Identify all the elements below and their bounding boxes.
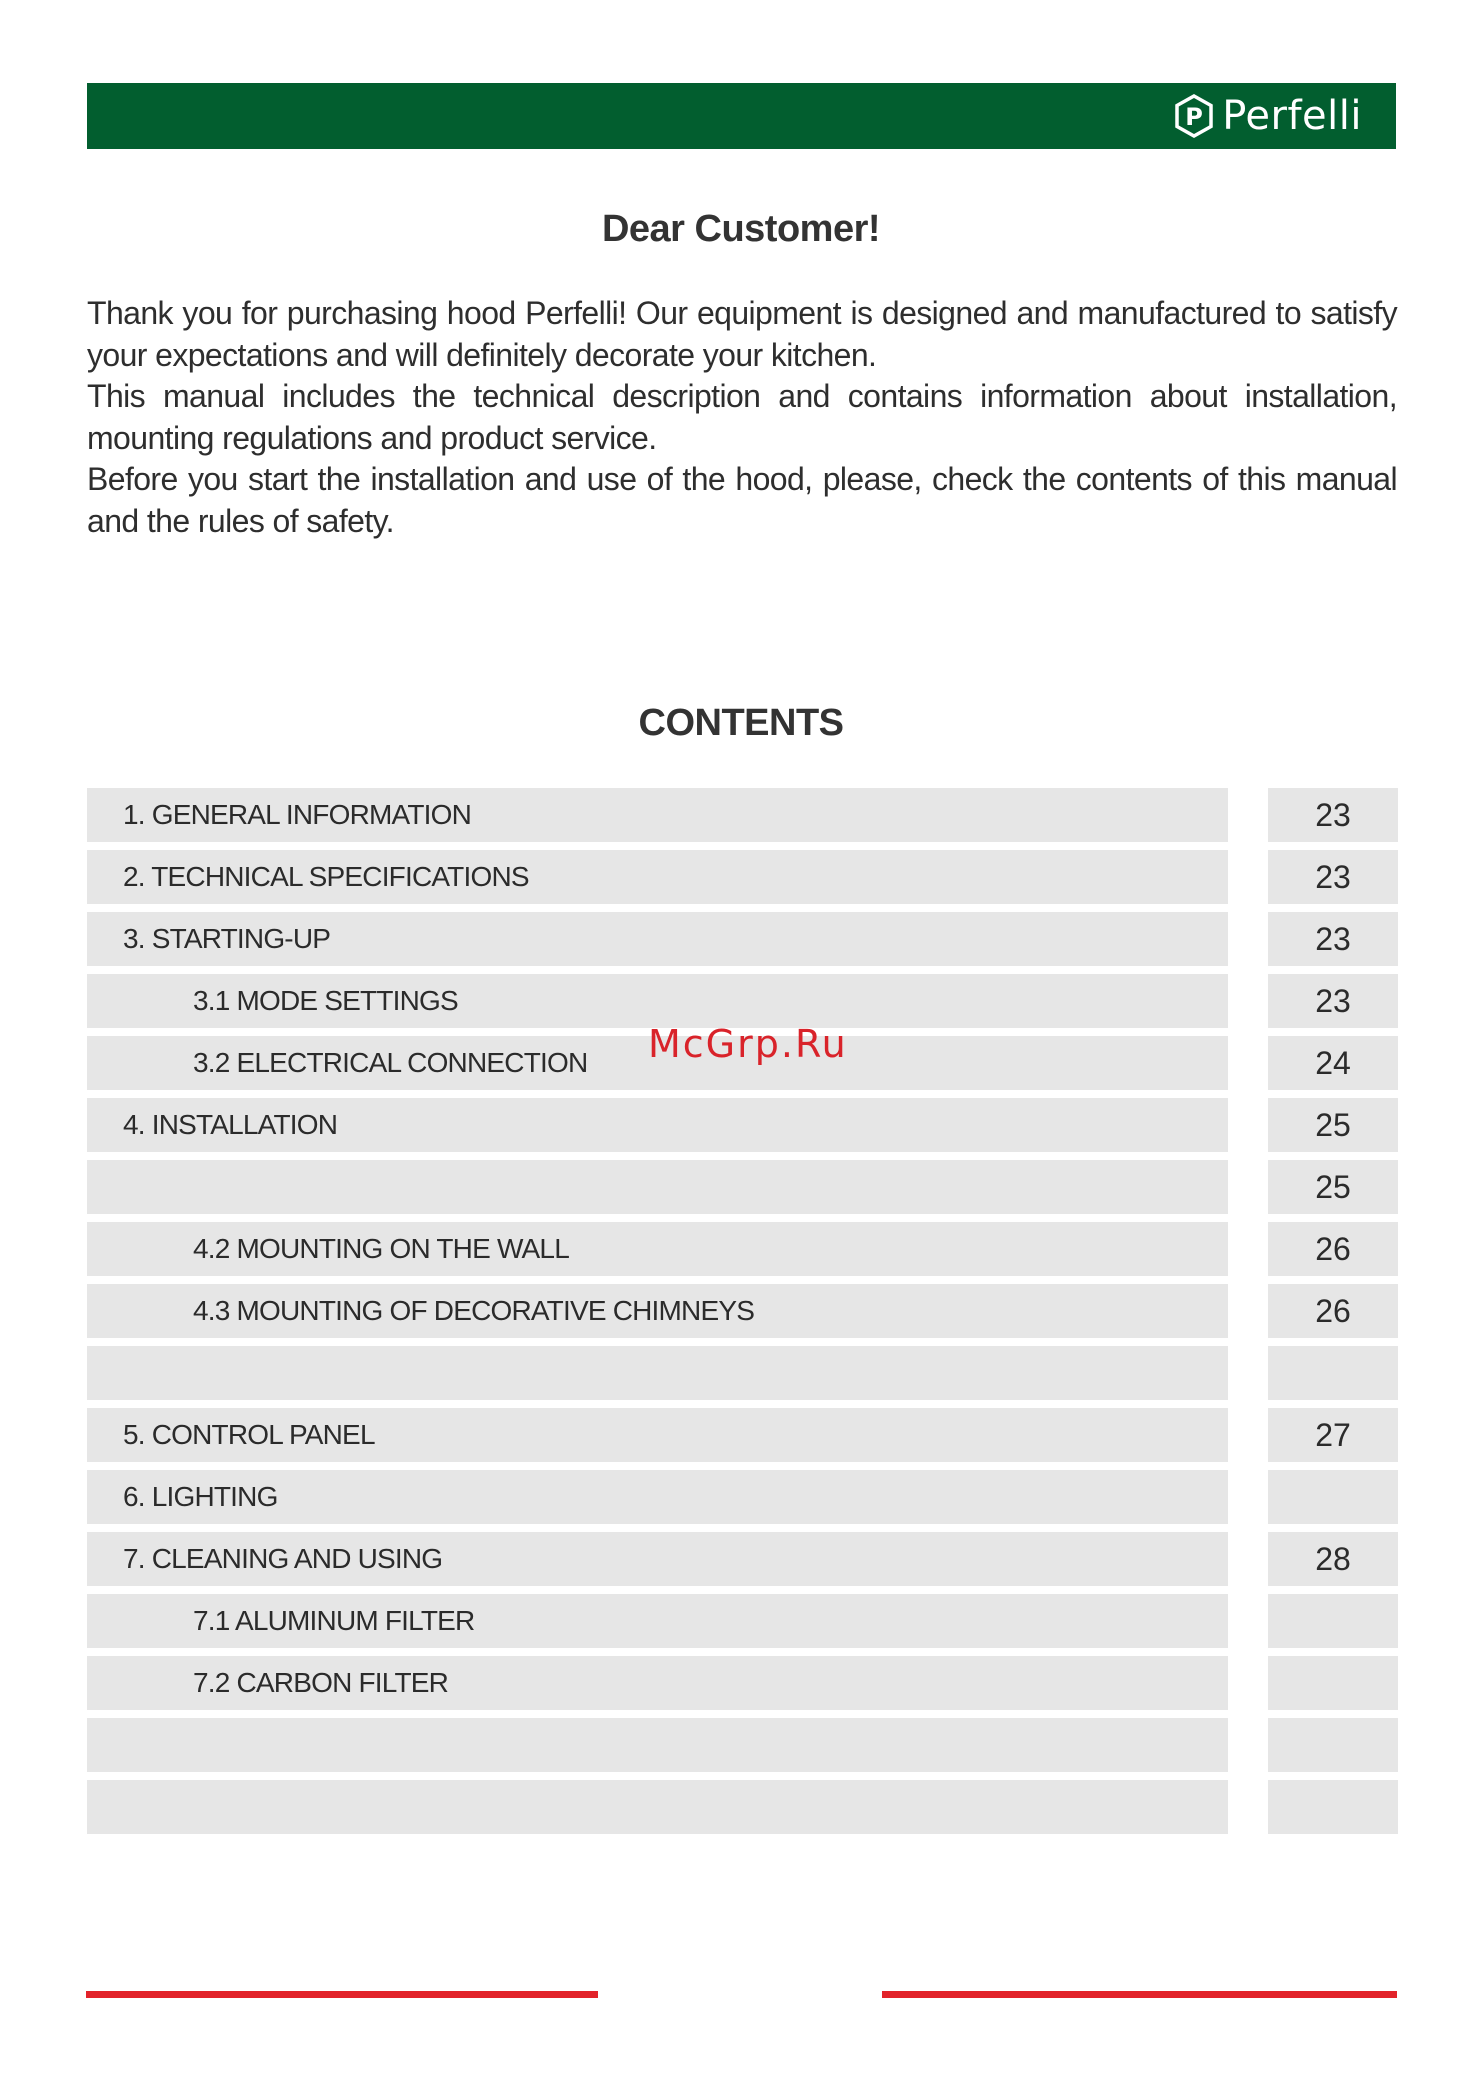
intro-paragraph: Before you start the installation and use of the hood, please, check the contents of this manual and the rules of safety. xyxy=(87,461,1397,539)
toc-page-number[interactable]: 27 xyxy=(1268,1408,1398,1462)
toc-page-number[interactable] xyxy=(1268,1780,1398,1834)
toc-page-number[interactable]: 23 xyxy=(1268,912,1398,966)
toc-entry[interactable]: 4.3 MOUNTING OF DECORATIVE CHIMNEYS xyxy=(87,1284,1228,1338)
toc-row xyxy=(87,1284,1398,1338)
brand-name: Perfelli xyxy=(1222,93,1362,139)
toc-entry[interactable]: 7. CLEANING AND USING xyxy=(87,1532,1228,1586)
toc-entry[interactable]: 7.1 ALUMINUM FILTER xyxy=(87,1594,1228,1648)
toc-row xyxy=(87,974,1398,1028)
toc-page-number[interactable] xyxy=(1268,1718,1398,1772)
toc-page-number[interactable]: 24 xyxy=(1268,1036,1398,1090)
toc-row xyxy=(87,1222,1398,1276)
toc-page-number[interactable] xyxy=(1268,1594,1398,1648)
toc-entry[interactable]: 3. STARTING-UP xyxy=(87,912,1228,966)
toc-page-number[interactable]: 23 xyxy=(1268,850,1398,904)
toc-page-number[interactable] xyxy=(1268,1346,1398,1400)
toc-entry[interactable]: 3.1 MODE SETTINGS xyxy=(87,974,1228,1028)
toc-row xyxy=(87,1470,1398,1524)
intro-paragraph: Thank you for purchasing hood Perfelli! Our equipment is designed and manufactured to satisfy your expectations and will definitely decorate your kitchen. xyxy=(87,295,1397,373)
toc-entry[interactable]: 7.2 CARBON FILTER xyxy=(87,1656,1228,1710)
toc-row xyxy=(87,850,1398,904)
toc-entry[interactable]: 4. INSTALLATION xyxy=(87,1098,1228,1152)
toc-entry[interactable]: 5. CONTROL PANEL xyxy=(87,1408,1228,1462)
toc-page-number[interactable]: 23 xyxy=(1268,788,1398,842)
toc-page-number[interactable]: 26 xyxy=(1268,1222,1398,1276)
toc-page-number[interactable]: 28 xyxy=(1268,1532,1398,1586)
toc-page-number[interactable]: 25 xyxy=(1268,1160,1398,1214)
toc-entry[interactable] xyxy=(87,1718,1228,1772)
logo-letter: P xyxy=(1185,103,1204,131)
table-of-contents xyxy=(87,788,1398,1842)
toc-row xyxy=(87,912,1398,966)
toc-entry[interactable] xyxy=(87,1346,1228,1400)
toc-entry[interactable]: 6. LIGHTING xyxy=(87,1470,1228,1524)
toc-entry[interactable]: 2. TECHNICAL SPECIFICATIONS xyxy=(87,850,1228,904)
toc-page-number[interactable]: 25 xyxy=(1268,1098,1398,1152)
toc-row xyxy=(87,1594,1398,1648)
contents-title: CONTENTS xyxy=(638,702,844,744)
toc-page-number[interactable] xyxy=(1268,1656,1398,1710)
intro-text xyxy=(87,293,1397,542)
footer-line-left xyxy=(86,1991,598,1998)
toc-page-number[interactable] xyxy=(1268,1470,1398,1524)
toc-page-number[interactable]: 26 xyxy=(1268,1284,1398,1338)
perfelli-logo-icon xyxy=(1174,94,1214,138)
toc-row xyxy=(87,1780,1398,1834)
toc-entry[interactable]: 1. GENERAL INFORMATION xyxy=(87,788,1228,842)
greeting-title: Dear Customer! xyxy=(601,208,881,250)
footer-line-right xyxy=(882,1991,1397,1998)
toc-row xyxy=(87,1098,1398,1152)
toc-entry[interactable] xyxy=(87,1780,1228,1834)
toc-entry[interactable]: 4.2 MOUNTING ON THE WALL xyxy=(87,1222,1228,1276)
toc-row xyxy=(87,1718,1398,1772)
toc-page-number[interactable]: 23 xyxy=(1268,974,1398,1028)
toc-entry[interactable]: 3.2 ELECTRICAL CONNECTION xyxy=(87,1036,1228,1090)
toc-row xyxy=(87,1346,1398,1400)
header-bar xyxy=(87,83,1396,149)
toc-row xyxy=(87,1160,1398,1214)
toc-row xyxy=(87,788,1398,842)
toc-row xyxy=(87,1408,1398,1462)
intro-paragraph: This manual includes the technical description and contains information about installation, mounting regulations and product service. xyxy=(87,378,1397,456)
watermark: McGrp.Ru xyxy=(648,1022,848,1066)
toc-entry[interactable] xyxy=(87,1160,1228,1214)
toc-row xyxy=(87,1656,1398,1710)
brand xyxy=(1174,93,1362,139)
toc-row xyxy=(87,1532,1398,1586)
